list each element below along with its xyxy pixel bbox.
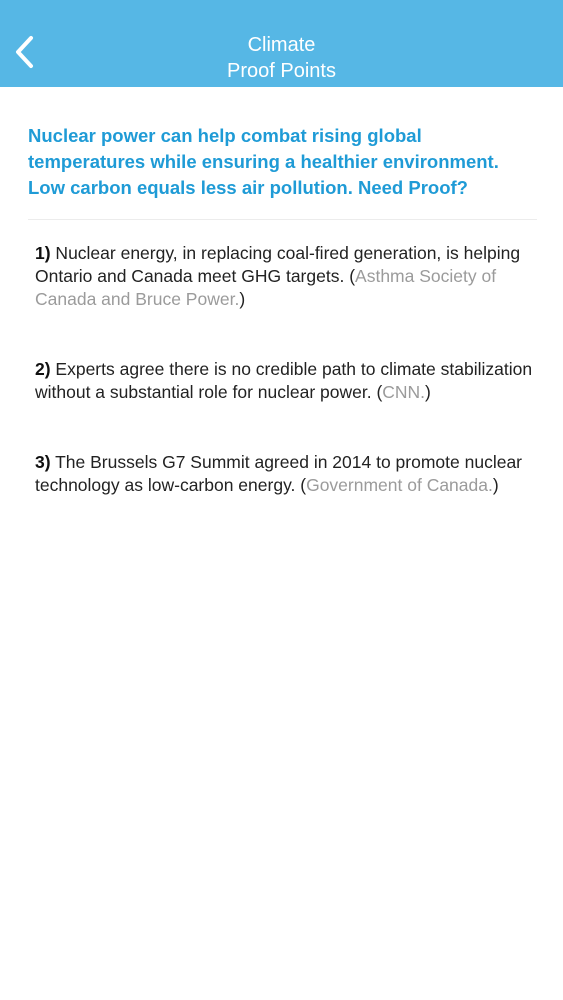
- point-text: Nuclear energy, in replacing coal-fired generation, is helping Ontario and Canada meet GHG targets. (: [35, 243, 521, 286]
- point-text: Experts agree there is no credible path to climate stabilization without a substantial role for nuclear power. (: [35, 359, 533, 402]
- headline: Nuclear power can help combat rising global temperatures while ensuring a healthier environment. Low carbon equals less air pollution. Need Proof?: [28, 125, 499, 198]
- point-number: 2): [35, 359, 51, 379]
- point-source: CNN.: [382, 382, 426, 402]
- proof-point-2: [35, 358, 537, 404]
- point-close: ): [425, 382, 431, 402]
- divider: [28, 219, 537, 220]
- point-text: The Brussels G7 Summit agreed in 2014 to promote nuclear technology as low-carbon energy. (: [35, 452, 523, 495]
- point-close: ): [239, 289, 246, 309]
- chevron-left-icon: [13, 35, 35, 69]
- page-title-line-2: Proof Points: [227, 60, 336, 82]
- content-area: [0, 87, 563, 1000]
- proof-point-1: [35, 242, 537, 311]
- point-number: 1): [35, 243, 51, 263]
- proof-point-3: [35, 451, 537, 497]
- point-close: ): [492, 475, 499, 495]
- point-number: 3): [35, 452, 51, 472]
- page-title: [80, 32, 483, 84]
- point-source: Asthma Society of Canada and Bruce Power.: [35, 266, 497, 309]
- page-title-line-1: Climate: [247, 34, 316, 56]
- navigation-bar: [0, 0, 563, 87]
- point-source: Government of Canada.: [306, 475, 493, 495]
- back-button[interactable]: [0, 22, 48, 82]
- proof-points-list: [35, 242, 537, 497]
